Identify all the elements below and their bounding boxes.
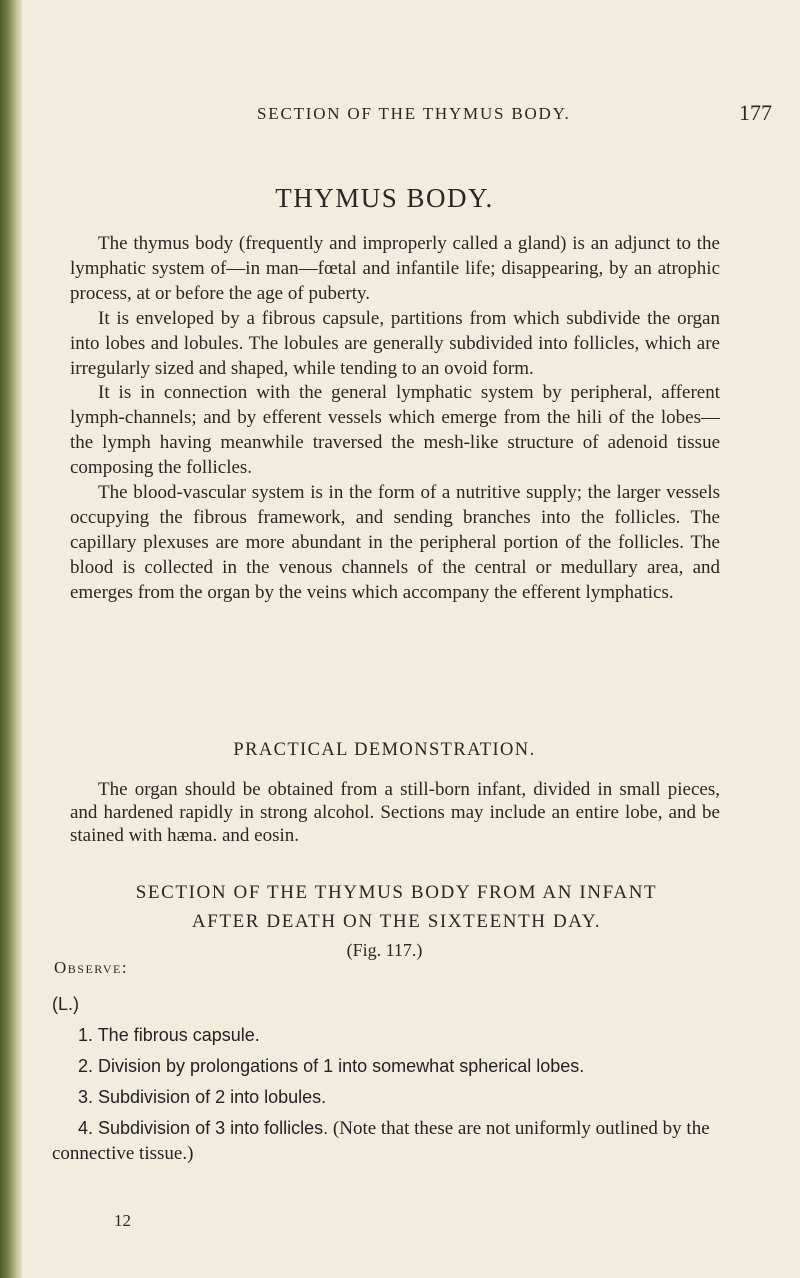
paragraph: The blood-vascular system is in the form of a nutritive supply; the larger vessels occupying the fibrous framework, and sending branches into the follicles. The capillary plexuses are more abundant in the peripheral portion of the follicles. The blood is collected in the venous channels of the central or medullary area, and emerges from the organ by the veins which accompany the efferent lymphatics.: [70, 482, 720, 603]
observation-note: (Note that these are not uniformly outlined by the connective tissue.): [52, 1118, 710, 1164]
printer-signature-mark: 12: [114, 1211, 131, 1230]
practical-demonstration-heading: PRACTICAL DEMONSTRATION.: [233, 740, 536, 760]
running-title: SECTION OF THE THYMUS BODY.: [257, 104, 571, 123]
page-number: 177: [739, 100, 772, 125]
paragraph: The thymus body (frequently and improperly called a gland) is an adjunct to the lymphatic system of—in man—fœtal and infantile life; disappearing, by an atrophic process, at or before the age of puberty.: [70, 233, 720, 304]
chapter-title: THYMUS BODY.: [275, 183, 494, 213]
book-binding-edge: [0, 0, 22, 1278]
paragraph: It is in connection with the general lymphatic system by peripheral, afferent lymph-channels; and by efferent vessels which emerge from the hili of the lobes—the lymph having meanwhile traversed the mesh-like structure of adenoid tissue composing the follicles.: [70, 382, 720, 479]
body-text: [70, 232, 720, 606]
observation-text: 1. The fibrous capsule.: [78, 1025, 260, 1045]
observation-text: 4. Subdivision of 3 into follicles.: [78, 1118, 329, 1138]
observation-text: 2. Division by prolongations of 1 into somewhat spherical lobes.: [78, 1056, 585, 1076]
observation-item: [52, 1085, 722, 1109]
paragraph: It is enveloped by a fibrous capsule, partitions from which subdivide the organ into lobes and lobules. The lobules are generally subdivided into follicles, which are irregularly sized and shaped, while tending to an ovoid form.: [70, 307, 720, 379]
running-header: [52, 98, 772, 128]
observation-item: [52, 1116, 722, 1166]
observation-text: 3. Subdivision of 2 into lobules.: [78, 1087, 327, 1107]
section-heading-line: SECTION OF THE THYMUS BODY FROM AN INFANT: [135, 882, 658, 903]
figure-reference: (Fig. 117.): [346, 940, 423, 960]
magnification-label: (L.): [52, 994, 79, 1014]
observe-label: Observe:: [54, 958, 129, 977]
practical-demonstration-text: [70, 778, 720, 847]
observation-item: [52, 1054, 722, 1078]
section-heading-line: AFTER DEATH ON THE SIXTEENTH DAY.: [191, 911, 602, 932]
observation-item: [52, 1023, 722, 1047]
book-page: [52, 0, 772, 1278]
observation-list: [52, 992, 722, 1173]
section-heading: [64, 878, 729, 936]
paragraph: The organ should be obtained from a still-born infant, divided in small pieces, and hardened rapidly in strong alcohol. Sections may include an entire lobe, and be stained with hæma. and eosin.: [70, 779, 720, 846]
